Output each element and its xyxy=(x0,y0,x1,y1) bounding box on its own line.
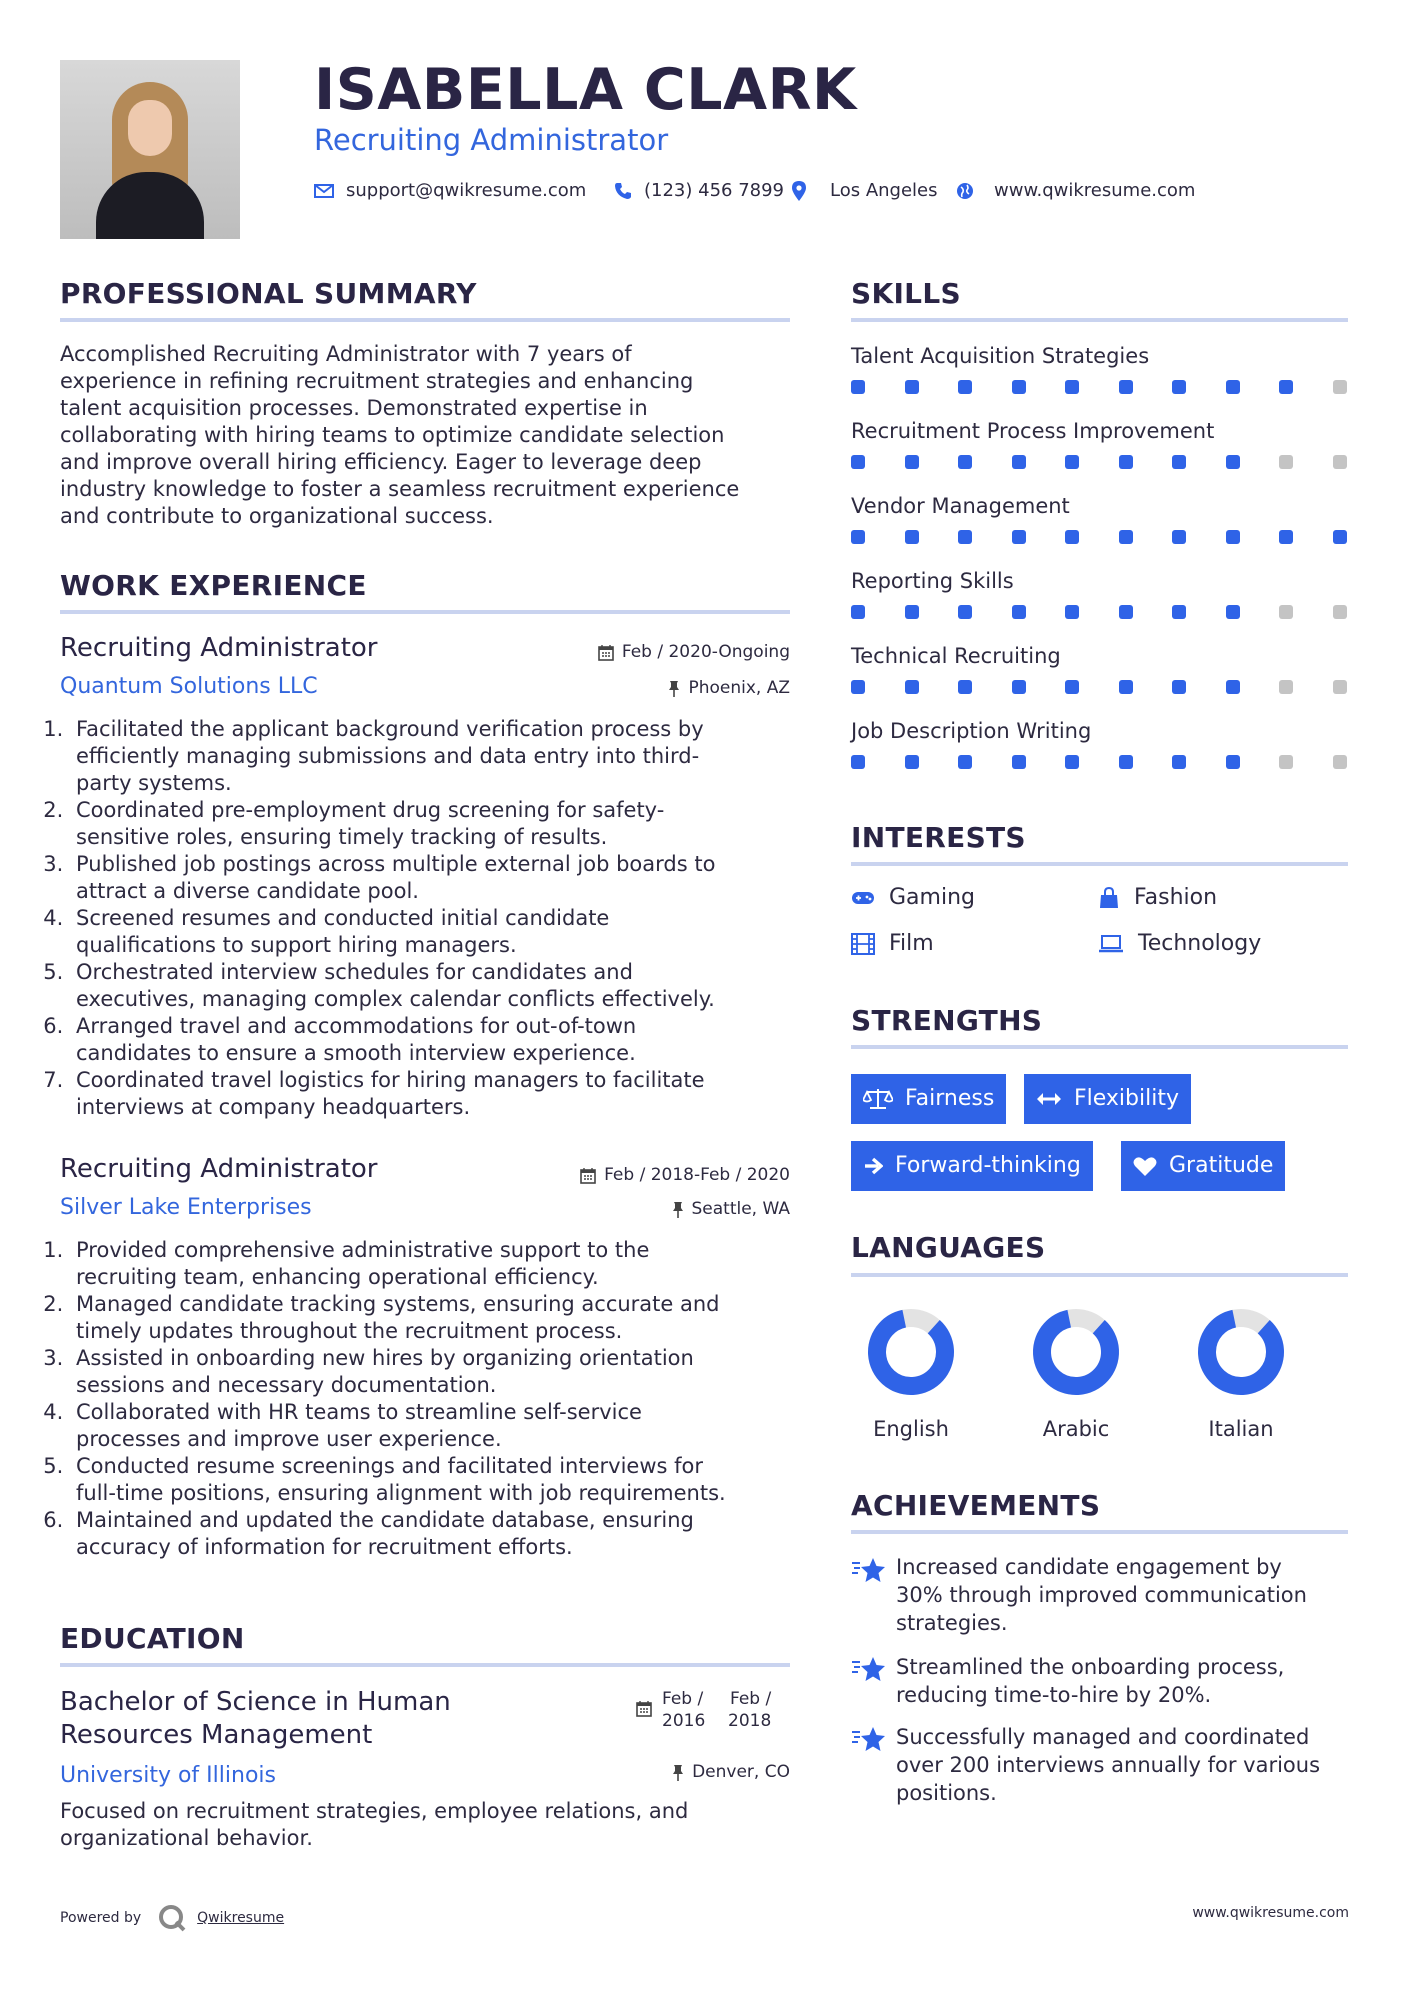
rating-dot-empty xyxy=(1333,455,1347,469)
rating-dot-filled xyxy=(1172,380,1186,394)
strength-forward-thinking: Forward-thinking xyxy=(851,1141,1093,1191)
interest-gaming: Gaming xyxy=(851,884,975,912)
contact-website[interactable] xyxy=(956,178,1195,204)
rating-dot-filled xyxy=(851,605,865,619)
list-item: 1. Facilitated the applicant background verification process by efficiently managing submissions and data entry into third- party systems. xyxy=(70,716,815,797)
rating-dot-empty xyxy=(1333,380,1347,394)
list-item: 4. Collaborated with HR teams to streamline self-service processes and improve user experience. xyxy=(70,1399,815,1453)
laptop-icon xyxy=(1098,934,1124,954)
achievements-divider xyxy=(851,1530,1348,1534)
summary-line: industry knowledge to foster a seamless recruitment experience xyxy=(60,477,740,501)
summary-line: talent acquisition processes. Demonstrated expertise in xyxy=(60,396,648,420)
list-item: 7. Coordinated travel logistics for hiring managers to facilitate interviews at company headquarters. xyxy=(70,1067,815,1121)
rating-dot-empty xyxy=(1279,605,1293,619)
interests-divider xyxy=(851,862,1348,866)
arrow-right-icon xyxy=(863,1157,883,1175)
rating-dot-filled xyxy=(851,530,865,544)
job-dates-text: Feb / 2020-Ongoing xyxy=(621,642,790,662)
job-location-text: Seattle, WA xyxy=(691,1199,790,1219)
rating-dot-empty xyxy=(1279,755,1293,769)
location-text: Los Angeles xyxy=(830,180,938,201)
skill-row xyxy=(851,493,1347,568)
language-item xyxy=(1181,1308,1301,1443)
skill-rating xyxy=(851,755,1347,769)
candidate-name: ISABELLA CLARK xyxy=(314,57,857,123)
summary-divider xyxy=(60,318,790,322)
language-name: English xyxy=(873,1417,949,1441)
phone-icon xyxy=(614,182,632,200)
gamepad-icon xyxy=(851,890,875,906)
interest-technology: Technology xyxy=(1098,930,1261,958)
rating-dot-filled xyxy=(958,605,972,619)
rating-dot-filled xyxy=(851,455,865,469)
brand-link[interactable]: Qwikresume xyxy=(197,1910,285,1926)
list-item: 6. Arranged travel and accommodations for out-of-town candidates to ensure a smooth interview experience. xyxy=(70,1013,815,1067)
rating-dot-filled xyxy=(851,755,865,769)
rating-dot-empty xyxy=(1333,605,1347,619)
interest-fashion: Fashion xyxy=(1098,884,1217,912)
summary-heading: PROFESSIONAL SUMMARY xyxy=(60,277,477,310)
skills-list xyxy=(851,343,1347,793)
rating-dot-filled xyxy=(1012,455,1026,469)
achievement-item: Increased candidate engagement by 30% through improved communication strategies. xyxy=(896,1555,1307,1635)
job-location xyxy=(668,677,790,699)
skill-name: Recruitment Process Improvement xyxy=(851,419,1215,443)
rating-dot-empty xyxy=(1279,455,1293,469)
job-bullets xyxy=(52,716,815,1121)
calendar-icon xyxy=(636,1700,652,1721)
list-item: 3. Assisted in onboarding new hires by organizing orientation sessions and necessary documentation. xyxy=(70,1345,815,1399)
film-icon xyxy=(851,933,875,955)
website-text: www.qwikresume.com xyxy=(994,180,1196,201)
rating-dot-filled xyxy=(1065,680,1079,694)
rating-dot-filled xyxy=(1012,605,1026,619)
rating-dot-empty xyxy=(1333,755,1347,769)
summary-line: and contribute to organizational success. xyxy=(60,504,494,528)
contact-phone[interactable] xyxy=(614,178,784,204)
skill-name: Talent Acquisition Strategies xyxy=(851,344,1150,368)
rating-dot-filled xyxy=(1279,530,1293,544)
achievements-heading: ACHIEVEMENTS xyxy=(851,1489,1101,1522)
skills-heading: SKILLS xyxy=(851,277,961,310)
rating-dot-filled xyxy=(958,680,972,694)
rating-dot-filled xyxy=(1065,755,1079,769)
rating-dot-filled xyxy=(1172,755,1186,769)
qwikresume-logo-icon xyxy=(157,1903,187,1933)
skill-name: Vendor Management xyxy=(851,494,1070,518)
job-location-text: Phoenix, AZ xyxy=(688,678,790,698)
languages-divider xyxy=(851,1273,1348,1277)
experience-divider xyxy=(60,610,790,614)
achievement-item: Streamlined the onboarding process, reducing time-to-hire by 20%. xyxy=(896,1655,1285,1707)
skill-row xyxy=(851,568,1347,643)
job-title: Recruiting Administrator xyxy=(60,1154,378,1184)
pushpin-icon xyxy=(672,1764,684,1781)
language-item xyxy=(851,1308,971,1443)
skill-rating xyxy=(851,530,1347,544)
language-item xyxy=(1016,1308,1136,1443)
rating-dot-filled xyxy=(958,755,972,769)
strength-flexibility: Flexibility xyxy=(1024,1074,1191,1124)
language-name: Arabic xyxy=(1042,1417,1110,1441)
skill-name: Technical Recruiting xyxy=(851,644,1061,668)
rating-dot-filled xyxy=(1279,380,1293,394)
interests-heading: INTERESTS xyxy=(851,821,1026,854)
language-proficiency-ring xyxy=(1016,1308,1136,1398)
rating-dot-filled xyxy=(1172,530,1186,544)
education-start-date: Feb / 2016 xyxy=(662,1689,706,1731)
strength-fairness: Fairness xyxy=(851,1074,1006,1124)
language-proficiency-ring xyxy=(851,1308,971,1398)
skill-rating xyxy=(851,605,1347,619)
rating-dot-filled xyxy=(1119,755,1133,769)
education-divider xyxy=(60,1663,790,1667)
skill-row xyxy=(851,418,1347,493)
balance-scale-icon xyxy=(863,1087,893,1111)
rating-dot-filled xyxy=(1226,455,1240,469)
strengths-divider xyxy=(851,1045,1348,1049)
rating-dot-filled xyxy=(1119,380,1133,394)
skill-rating xyxy=(851,680,1347,694)
skill-name: Job Description Writing xyxy=(851,719,1092,743)
school-name[interactable]: University of Illinois xyxy=(60,1763,276,1788)
skill-row xyxy=(851,643,1347,718)
pushpin-icon xyxy=(672,1201,684,1218)
rating-dot-filled xyxy=(1119,680,1133,694)
rating-dot-filled xyxy=(1226,605,1240,619)
rating-dot-filled xyxy=(1119,530,1133,544)
job-dates xyxy=(598,641,790,663)
rating-dot-filled xyxy=(1333,530,1347,544)
rating-dot-filled xyxy=(851,680,865,694)
experience-heading: WORK EXPERIENCE xyxy=(60,569,367,602)
pushpin-icon xyxy=(668,680,680,697)
summary-line: Accomplished Recruiting Administrator with 7 years of xyxy=(60,342,632,366)
rating-dot-filled xyxy=(958,455,972,469)
education-end-date: Feb / 2018 xyxy=(728,1689,772,1731)
arrows-horizontal-icon xyxy=(1036,1092,1062,1106)
summary-line: experience in refining recruitment strategies and enhancing xyxy=(60,369,694,393)
rating-dot-filled xyxy=(958,380,972,394)
rating-dot-filled xyxy=(1119,605,1133,619)
footer-powered-by: Powered by Qwikresume xyxy=(60,1903,284,1933)
profile-photo xyxy=(60,60,240,239)
rating-dot-filled xyxy=(1172,680,1186,694)
list-item: 6. Maintained and updated the candidate database, ensuring accuracy of information for recruitment efforts. xyxy=(70,1507,815,1561)
contact-email[interactable] xyxy=(314,178,586,204)
job-title: Recruiting Administrator xyxy=(60,633,378,663)
strength-gratitude: Gratitude xyxy=(1121,1141,1285,1191)
rating-dot-filled xyxy=(1065,530,1079,544)
job-bullets xyxy=(52,1237,815,1561)
list-item: 5. Orchestrated interview schedules for candidates and executives, managing complex calendar conflicts effectively. xyxy=(70,959,815,1013)
list-item: 1. Provided comprehensive administrative support to the recruiting team, enhancing operational efficiency. xyxy=(70,1237,815,1291)
education-heading: EDUCATION xyxy=(60,1622,245,1655)
language-proficiency-ring xyxy=(1181,1308,1301,1398)
rating-dot-filled xyxy=(1012,380,1026,394)
rating-dot-filled xyxy=(905,605,919,619)
calendar-icon xyxy=(598,644,614,661)
footer-url[interactable]: www.qwikresume.com xyxy=(1192,1905,1349,1921)
rating-dot-filled xyxy=(958,530,972,544)
achievement-icon xyxy=(851,1655,887,1689)
interest-film: Film xyxy=(851,930,934,958)
rating-dot-filled xyxy=(905,380,919,394)
phone-text: (123) 456 7899 xyxy=(644,180,785,201)
rating-dot-filled xyxy=(1226,530,1240,544)
achievement-icon xyxy=(851,1556,887,1590)
degree-title: Bachelor of Science in Human Resources Management xyxy=(60,1687,451,1750)
rating-dot-filled xyxy=(1119,455,1133,469)
list-item: 5. Conducted resume screenings and facilitated interviews for full-time positions, ensuring alignment with job requirements. xyxy=(70,1453,815,1507)
strengths-heading: STRENGTHS xyxy=(851,1004,1043,1037)
globe-icon xyxy=(956,182,974,200)
email-text: support@qwikresume.com xyxy=(346,180,587,201)
summary-line: and improve overall hiring efficiency. Eager to leverage deep xyxy=(60,450,702,474)
rating-dot-filled xyxy=(1226,680,1240,694)
rating-dot-filled xyxy=(1012,680,1026,694)
skill-name: Reporting Skills xyxy=(851,569,1014,593)
company-name[interactable]: Silver Lake Enterprises xyxy=(60,1195,312,1220)
job-location xyxy=(672,1198,791,1220)
languages-list xyxy=(851,1308,1348,1448)
rating-dot-filled xyxy=(905,680,919,694)
map-pin-icon xyxy=(792,181,806,201)
rating-dot-empty xyxy=(1333,680,1347,694)
rating-dot-filled xyxy=(1065,455,1079,469)
job-dates xyxy=(580,1164,790,1186)
skill-row xyxy=(851,718,1347,793)
rating-dot-filled xyxy=(1065,380,1079,394)
rating-dot-filled xyxy=(851,380,865,394)
envelope-icon xyxy=(314,183,334,199)
rating-dot-filled xyxy=(1012,755,1026,769)
skill-row xyxy=(851,343,1347,418)
list-item: 3. Published job postings across multiple external job boards to attract a diverse candidate pool. xyxy=(70,851,815,905)
rating-dot-filled xyxy=(1172,455,1186,469)
languages-heading: LANGUAGES xyxy=(851,1231,1046,1264)
skill-rating xyxy=(851,380,1347,394)
rating-dot-filled xyxy=(1065,605,1079,619)
summary-text xyxy=(60,341,800,530)
list-item: 2. Managed candidate tracking systems, ensuring accurate and timely updates throughout the recruitment process. xyxy=(70,1291,815,1345)
shopping-bag-icon xyxy=(1098,887,1120,909)
heart-icon xyxy=(1133,1156,1157,1177)
rating-dot-filled xyxy=(1012,530,1026,544)
contact-location xyxy=(792,178,938,204)
rating-dot-filled xyxy=(905,755,919,769)
rating-dot-empty xyxy=(1279,680,1293,694)
education-description: Focused on recruitment strategies, employee relations, and organizational behavior. xyxy=(60,1799,689,1850)
candidate-title: Recruiting Administrator xyxy=(314,123,669,157)
company-name[interactable]: Quantum Solutions LLC xyxy=(60,674,318,699)
language-name: Italian xyxy=(1208,1417,1274,1441)
skills-divider xyxy=(851,318,1348,322)
achievement-icon xyxy=(851,1725,887,1759)
summary-line: collaborating with hiring teams to optimize candidate selection xyxy=(60,423,725,447)
achievement-item: Successfully managed and coordinated over 200 interviews annually for various positions. xyxy=(896,1725,1321,1805)
list-item: 2. Coordinated pre-employment drug screening for safety- sensitive roles, ensuring timely tracking of results. xyxy=(70,797,815,851)
calendar-icon xyxy=(580,1167,596,1184)
education-location-text: Denver, CO xyxy=(692,1762,790,1782)
skill-rating xyxy=(851,455,1347,469)
rating-dot-filled xyxy=(905,530,919,544)
job-dates-text: Feb / 2018-Feb / 2020 xyxy=(604,1165,790,1185)
rating-dot-filled xyxy=(1226,755,1240,769)
rating-dot-filled xyxy=(1172,605,1186,619)
rating-dot-filled xyxy=(905,455,919,469)
list-item: 4. Screened resumes and conducted initial candidate qualifications to support hiring managers. xyxy=(70,905,815,959)
rating-dot-filled xyxy=(1226,380,1240,394)
education-location xyxy=(672,1761,790,1783)
